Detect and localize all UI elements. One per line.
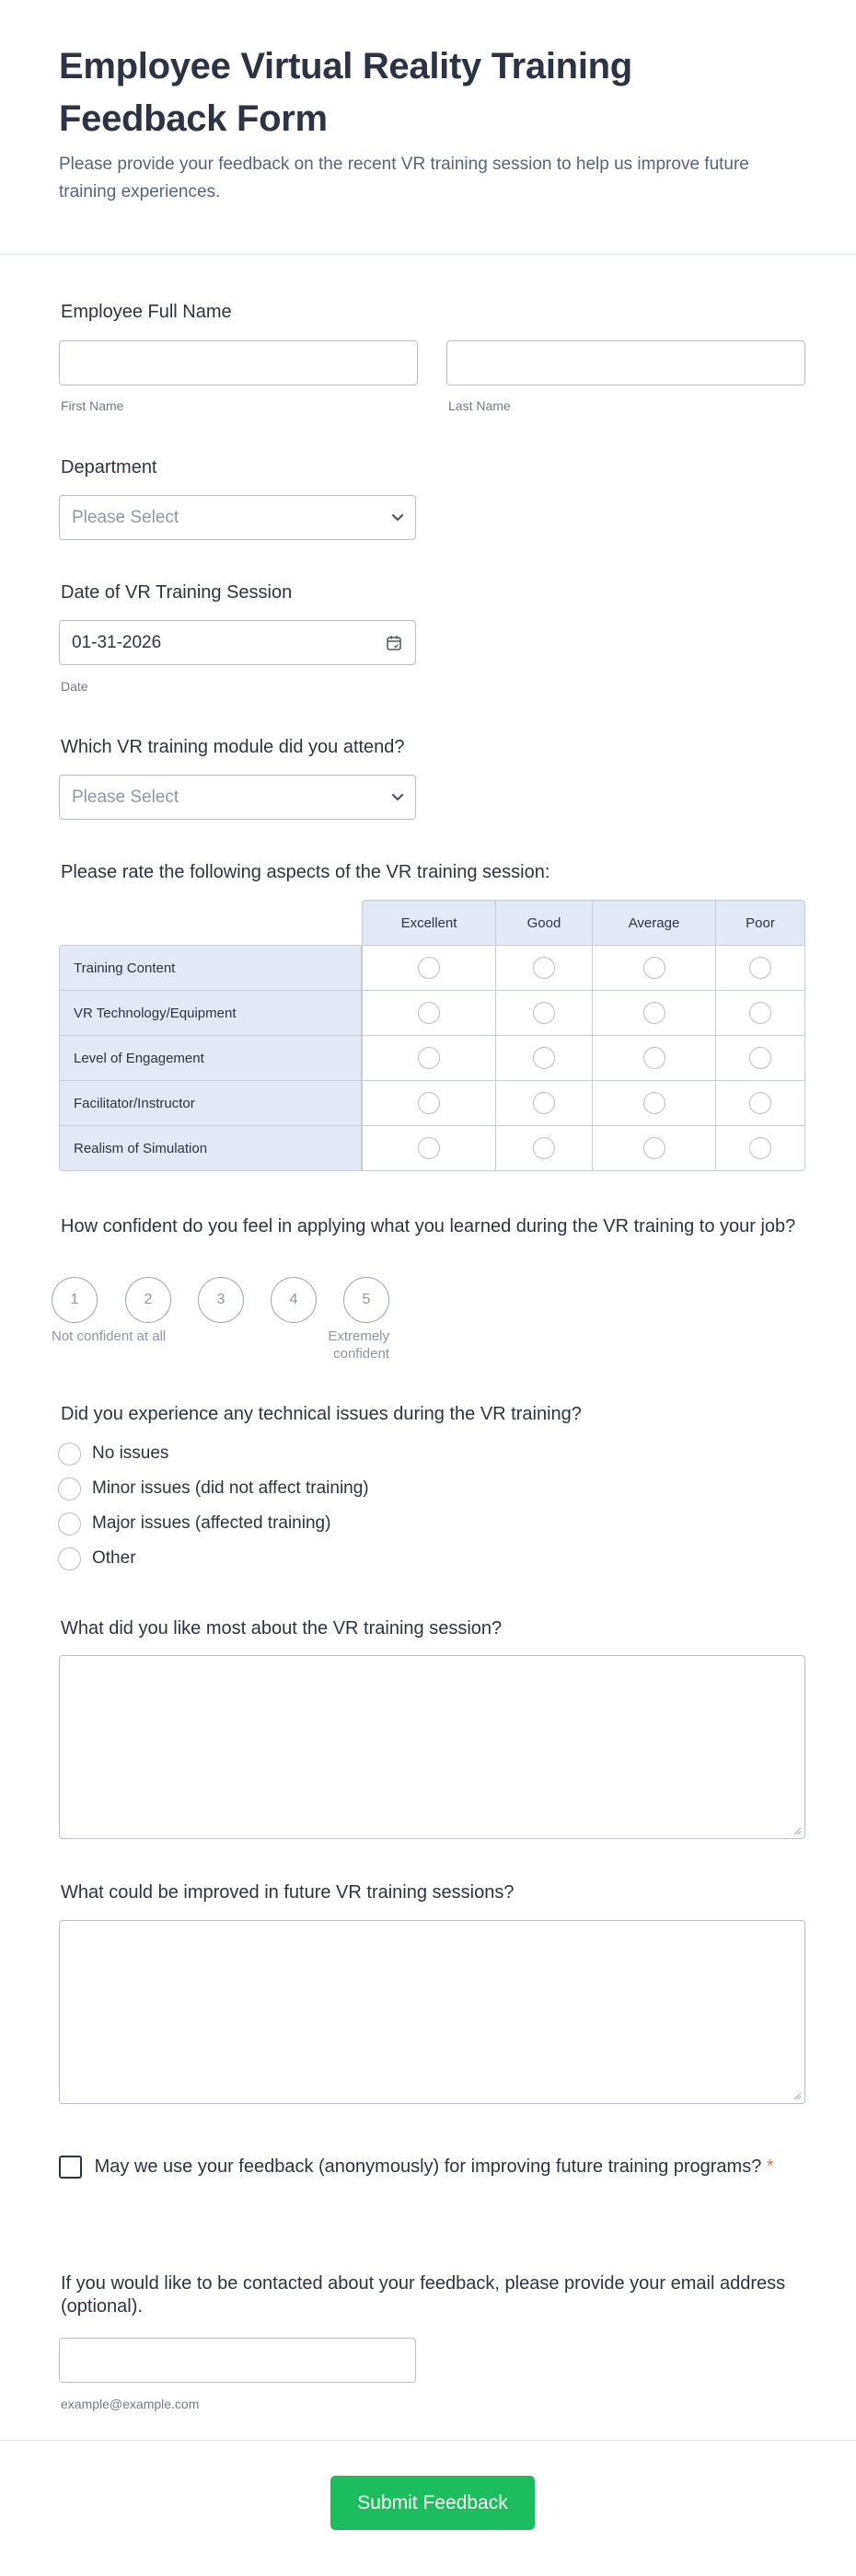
radio-button[interactable] <box>643 1002 665 1024</box>
scale-option-1[interactable]: 1 <box>52 1277 98 1323</box>
email-input[interactable] <box>59 2338 416 2383</box>
chevron-down-icon <box>391 793 404 802</box>
session-date-sublabel: Date <box>61 679 88 694</box>
form-title: Employee Virtual Reality Training Feedback Form <box>59 46 632 139</box>
consent-field <box>59 2155 795 2179</box>
radio-button[interactable] <box>533 957 555 979</box>
radio-button[interactable] <box>643 1137 665 1159</box>
tech-issues-option[interactable] <box>58 1436 369 1471</box>
matrix-cell[interactable] <box>715 1125 805 1171</box>
radio-button[interactable] <box>58 1512 81 1535</box>
rating-matrix <box>59 900 805 1174</box>
liked-most-textarea[interactable] <box>59 1655 805 1839</box>
matrix-cell[interactable] <box>495 1125 593 1171</box>
radio-button[interactable] <box>533 1137 555 1159</box>
matrix-col-header: Good <box>495 900 593 946</box>
first-name-sublabel: First Name <box>61 398 124 413</box>
full-name-label: Employee Full Name <box>61 302 232 322</box>
radio-button[interactable] <box>58 1547 81 1570</box>
scale-option-4[interactable]: 4 <box>271 1277 317 1323</box>
session-date-value: 01-31-2026 <box>72 632 162 652</box>
submit-button[interactable]: Submit Feedback <box>330 2476 535 2530</box>
matrix-col-header: Poor <box>715 900 805 946</box>
matrix-cell[interactable] <box>715 945 805 991</box>
tech-issues-options <box>58 1436 369 1576</box>
matrix-cell[interactable] <box>362 1125 496 1171</box>
matrix-row-label: Training Content <box>59 945 362 991</box>
matrix-cell[interactable] <box>362 1035 496 1081</box>
improvements-textarea[interactable] <box>59 1920 805 2104</box>
radio-button[interactable] <box>418 1137 440 1159</box>
consent-checkbox[interactable] <box>59 2156 82 2179</box>
matrix-cell[interactable] <box>495 945 593 991</box>
radio-button[interactable] <box>58 1478 81 1501</box>
matrix-cell[interactable] <box>715 1080 805 1126</box>
scale-high-label: Extremely confident <box>328 1328 389 1362</box>
radio-button[interactable] <box>418 1047 440 1069</box>
session-date-label: Date of VR Training Session <box>61 582 293 603</box>
radio-button[interactable] <box>749 1002 771 1024</box>
confidence-label: How confident do you feel in applying what you learned during the VR training to your job? <box>61 1216 796 1236</box>
option-label: Major issues (affected training) <box>92 1513 331 1533</box>
liked-most-label: What did you like most about the VR training session? <box>61 1618 503 1639</box>
radio-button[interactable] <box>643 1047 665 1069</box>
matrix-cell[interactable] <box>592 1035 716 1081</box>
form-subtitle: Please provide your feedback on the recent VR training session to help us improve future training experiences. <box>59 155 749 201</box>
tech-issues-option[interactable] <box>58 1506 369 1541</box>
last-name-input[interactable] <box>446 340 805 385</box>
radio-button[interactable] <box>749 1092 771 1114</box>
tech-issues-option[interactable] <box>58 1541 369 1576</box>
matrix-cell[interactable] <box>362 945 496 991</box>
first-name-input[interactable] <box>59 340 418 385</box>
matrix-cell[interactable] <box>495 1080 593 1126</box>
matrix-row-label: VR Technology/Equipment <box>59 990 362 1036</box>
department-label: Department <box>61 457 157 477</box>
rating-matrix-label: Please rate the following aspects of the VR training session: <box>61 862 550 882</box>
matrix-cell[interactable] <box>495 990 593 1036</box>
option-label: No issues <box>92 1443 169 1463</box>
chevron-down-icon <box>391 513 404 523</box>
scale-option-5[interactable]: 5 <box>343 1277 389 1323</box>
radio-button[interactable] <box>418 1092 440 1114</box>
radio-button[interactable] <box>418 1002 440 1024</box>
radio-button[interactable] <box>533 1002 555 1024</box>
matrix-cell[interactable] <box>362 1080 496 1126</box>
calendar-icon[interactable] <box>386 635 402 651</box>
radio-button[interactable] <box>643 1092 665 1114</box>
matrix-row-label: Level of Engagement <box>59 1035 362 1081</box>
radio-button[interactable] <box>418 957 440 979</box>
radio-button[interactable] <box>749 1137 771 1159</box>
email-label: If you would like to be contacted about your feedback, please provide your email address (optional). <box>61 2273 786 2317</box>
department-select[interactable] <box>59 495 416 540</box>
matrix-cell[interactable] <box>715 1035 805 1081</box>
matrix-cell[interactable] <box>362 990 496 1036</box>
module-select[interactable] <box>59 775 416 820</box>
radio-button[interactable] <box>643 957 665 979</box>
radio-button[interactable] <box>749 957 771 979</box>
matrix-cell[interactable] <box>495 1035 593 1081</box>
resize-handle-icon[interactable] <box>792 2091 802 2100</box>
option-label: Minor issues (did not affect training) <box>92 1478 369 1498</box>
matrix-col-header: Average <box>592 900 716 946</box>
matrix-cell[interactable] <box>592 1125 716 1171</box>
module-label: Which VR training module did you attend? <box>61 737 405 757</box>
required-asterisk: * <box>766 2156 774 2177</box>
matrix-cell[interactable] <box>592 945 716 991</box>
scale-option-3[interactable]: 3 <box>198 1277 244 1323</box>
scale-option-2[interactable]: 2 <box>125 1277 171 1323</box>
resize-handle-icon[interactable] <box>792 1826 802 1835</box>
matrix-row-label: Facilitator/Instructor <box>59 1080 362 1126</box>
radio-button[interactable] <box>533 1092 555 1114</box>
tech-issues-option[interactable] <box>58 1471 369 1506</box>
radio-button[interactable] <box>533 1047 555 1069</box>
radio-button[interactable] <box>58 1443 81 1466</box>
matrix-cell[interactable] <box>592 1080 716 1126</box>
matrix-cell[interactable] <box>592 990 716 1036</box>
tech-issues-label: Did you experience any technical issues during the VR training? <box>61 1404 582 1424</box>
matrix-row-label: Realism of Simulation <box>59 1125 362 1171</box>
option-label: Other <box>92 1548 136 1568</box>
header-divider <box>0 254 856 255</box>
footer-divider <box>0 2440 856 2441</box>
matrix-cell[interactable] <box>715 990 805 1036</box>
module-placeholder: Please Select <box>72 787 179 807</box>
scale-low-label: Not confident at all <box>52 1328 167 1344</box>
radio-button[interactable] <box>749 1047 771 1069</box>
department-placeholder: Please Select <box>72 507 179 527</box>
improvements-label: What could be improved in future VR training sessions? <box>61 1882 515 1903</box>
last-name-sublabel: Last Name <box>448 398 511 413</box>
session-date-input[interactable] <box>59 620 416 665</box>
consent-label: May we use your feedback (anonymously) for improving future training programs? <box>94 2156 762 2177</box>
matrix-col-header: Excellent <box>362 900 496 946</box>
email-sublabel: example@example.com <box>61 2397 200 2411</box>
